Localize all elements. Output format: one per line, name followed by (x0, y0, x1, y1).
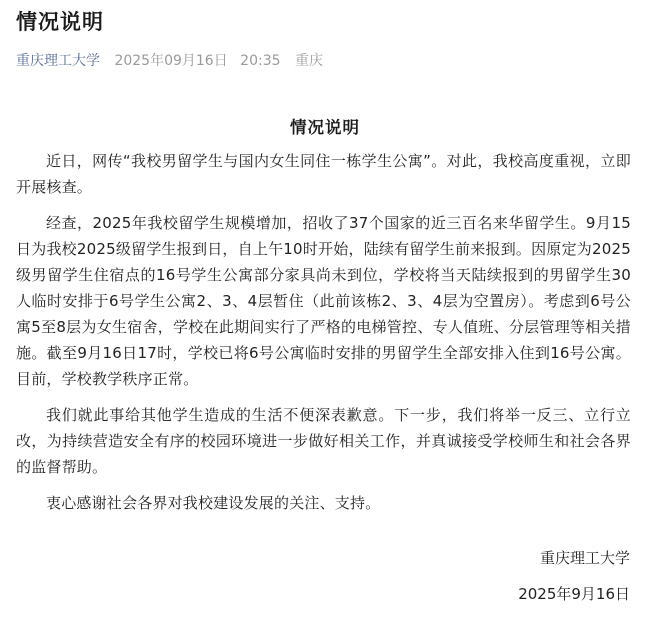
notice-paragraph: 衷心感谢社会各界对我校建设发展的关注、支持。 (46, 494, 381, 512)
signature-date: 2025年9月16日 (518, 585, 630, 603)
article-meta (16, 50, 323, 70)
article-title: 情况说明 (16, 10, 104, 34)
notice-signature-block (518, 545, 630, 607)
account-name-link[interactable]: 重庆理工大学 (16, 53, 100, 69)
signature-organization: 重庆理工大学 (539, 549, 630, 567)
publish-time: 20:35 (240, 53, 281, 69)
notice-paragraph: 我们就此事给其他学生造成的生活不便深表歉意。下一步，我们将举一反三、立行立改，为持续营造安全有序的校园环境进一步做好相关工作，并真诚接受学校师生和社会各界的监督帮助。 (16, 406, 631, 476)
publish-location: 重庆 (294, 53, 323, 69)
notice-heading: 情况说明 (290, 118, 360, 137)
notice-paragraph: 近日，网传“我校男留学生与国内女生同住一栋学生公寓”。对此，我校高度重视，立即开展核查。 (16, 152, 631, 196)
publish-date: 2025年09月16日 (114, 53, 228, 69)
notice-paragraph: 经查，2025年我校留学生规模增加，招收了37个国家的近三百名来华留学生。9月15日为我校2025级留学生报到日，自上午10时开始，陆续有留学生前来报到。因原定为2025级男留学生住宿点的16号学生公寓部分家具尚未到位，学校将当天陆续报到的男留学生30人临时安排于6号学生公寓2、3、4层暂住（此前该栋2、3、4层为空置房）。考虑到6号公寓5至8层为女生宿舍，学校在此期间实行了严格的电梯管控、专人值班、分层管理等相关措施。截至9月16日17时，学校已将6号公寓临时安排的男留学生全部安排入住到16号公寓。目前，学校教学秩序正常。 (16, 214, 631, 388)
notice-body (16, 148, 631, 526)
